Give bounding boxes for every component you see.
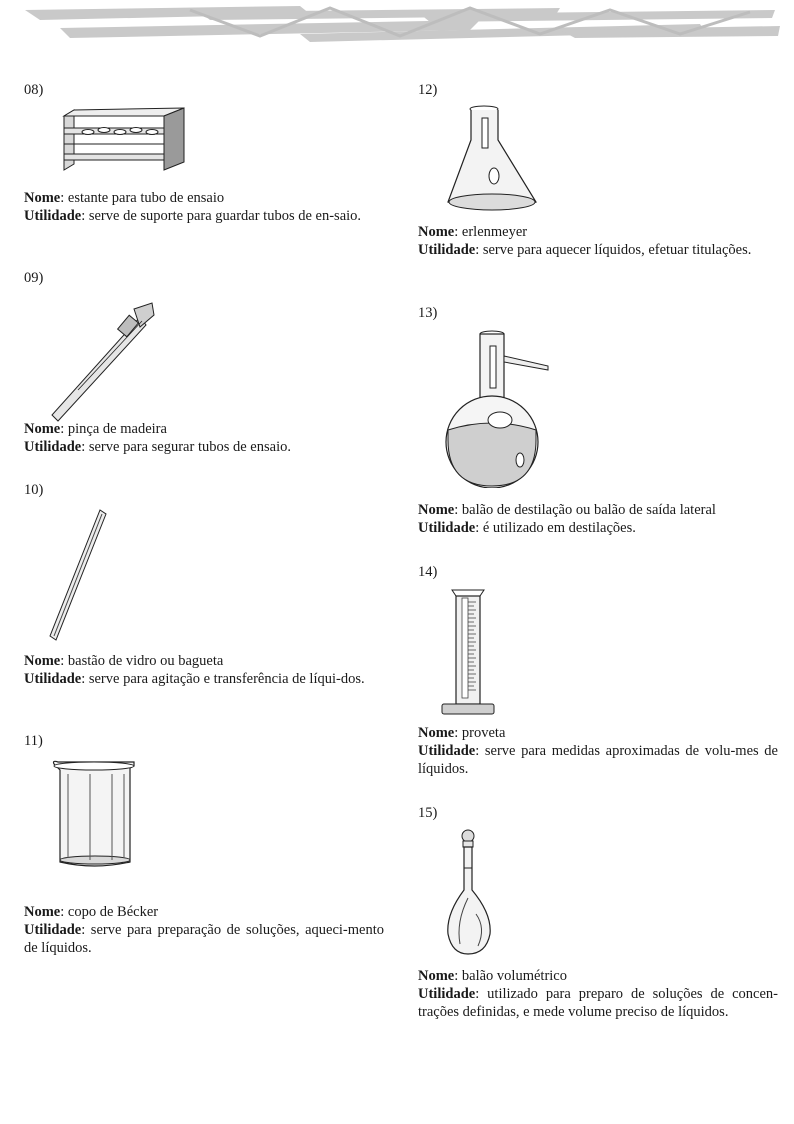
wooden-tongs-illustration	[48, 295, 158, 425]
use-label: Utilidade	[24, 922, 82, 938]
item-13	[418, 305, 780, 322]
item-08	[24, 82, 386, 99]
item-15	[418, 805, 780, 822]
item-number: 11)	[24, 733, 43, 749]
graduated-cylinder-illustration	[440, 586, 496, 718]
use-label: Utilidade	[418, 743, 476, 759]
item-09-description	[24, 420, 384, 456]
item-number: 14)	[418, 564, 438, 580]
item-number: 09)	[24, 270, 44, 286]
item-10-description	[24, 652, 384, 688]
name-value: : balão de destilação ou balão de saída lateral	[454, 502, 716, 518]
glass-rod-illustration	[46, 506, 110, 644]
use-label: Utilidade	[418, 520, 476, 536]
item-number: 12)	[418, 82, 438, 98]
volumetric-flask-illustration	[444, 828, 498, 958]
use-value: : serve de suporte para guardar tubos de en-saio.	[81, 208, 362, 224]
name-label: Nome	[418, 968, 455, 984]
item-09	[24, 270, 386, 287]
beaker-illustration	[50, 758, 140, 873]
item-10	[24, 482, 386, 499]
name-value: : bastão de vidro ou bagueta	[60, 653, 224, 669]
name-label: Nome	[24, 421, 61, 437]
use-value: : serve para medidas aproximadas de volu-mes de líquidos.	[418, 743, 778, 777]
name-value: : copo de Bécker	[60, 904, 159, 920]
name-value: : balão volumétrico	[454, 968, 567, 984]
use-value: : serve para preparação de soluções, aqueci-mento de líquidos.	[24, 922, 384, 956]
test-tube-rack-illustration	[60, 104, 190, 176]
item-15-description	[418, 967, 778, 1021]
use-label: Utilidade	[418, 242, 476, 258]
item-number: 08)	[24, 82, 44, 98]
name-value: : pinça de madeira	[60, 421, 167, 437]
item-14	[418, 564, 780, 581]
name-label: Nome	[24, 904, 61, 920]
item-number: 15)	[418, 805, 438, 821]
name-label: Nome	[418, 725, 455, 741]
item-12	[418, 82, 780, 99]
item-12-description	[418, 223, 778, 259]
distillation-flask-illustration	[444, 328, 554, 488]
item-14-description	[418, 724, 778, 778]
name-value: : erlenmeyer	[454, 224, 528, 240]
item-number: 13)	[418, 305, 438, 321]
use-value: : é utilizado em destilações.	[475, 520, 636, 536]
use-value: : serve para aquecer líquidos, efetuar titulações.	[475, 242, 752, 258]
name-value: : estante para tubo de ensaio	[60, 190, 225, 206]
use-label: Utilidade	[24, 671, 82, 687]
name-value: : proveta	[454, 725, 506, 741]
use-value: : serve para agitação e transferência de líqui-dos.	[81, 671, 365, 687]
erlenmeyer-flask-illustration	[444, 104, 540, 216]
use-label: Utilidade	[24, 439, 82, 455]
item-number: 10)	[24, 482, 44, 498]
item-08-description	[24, 189, 384, 225]
header-brush-banner	[0, 0, 794, 50]
name-label: Nome	[24, 653, 61, 669]
item-11	[24, 733, 386, 750]
use-value: : utilizado para preparo de soluções de concen-trações definidas, e mede volume preciso de líquidos.	[418, 986, 778, 1020]
name-label: Nome	[418, 502, 455, 518]
item-11-description	[24, 903, 384, 957]
item-13-description	[418, 501, 778, 537]
name-label: Nome	[418, 224, 455, 240]
use-value: : serve para segurar tubos de ensaio.	[81, 439, 291, 455]
use-label: Utilidade	[418, 986, 476, 1002]
use-label: Utilidade	[24, 208, 82, 224]
name-label: Nome	[24, 190, 61, 206]
